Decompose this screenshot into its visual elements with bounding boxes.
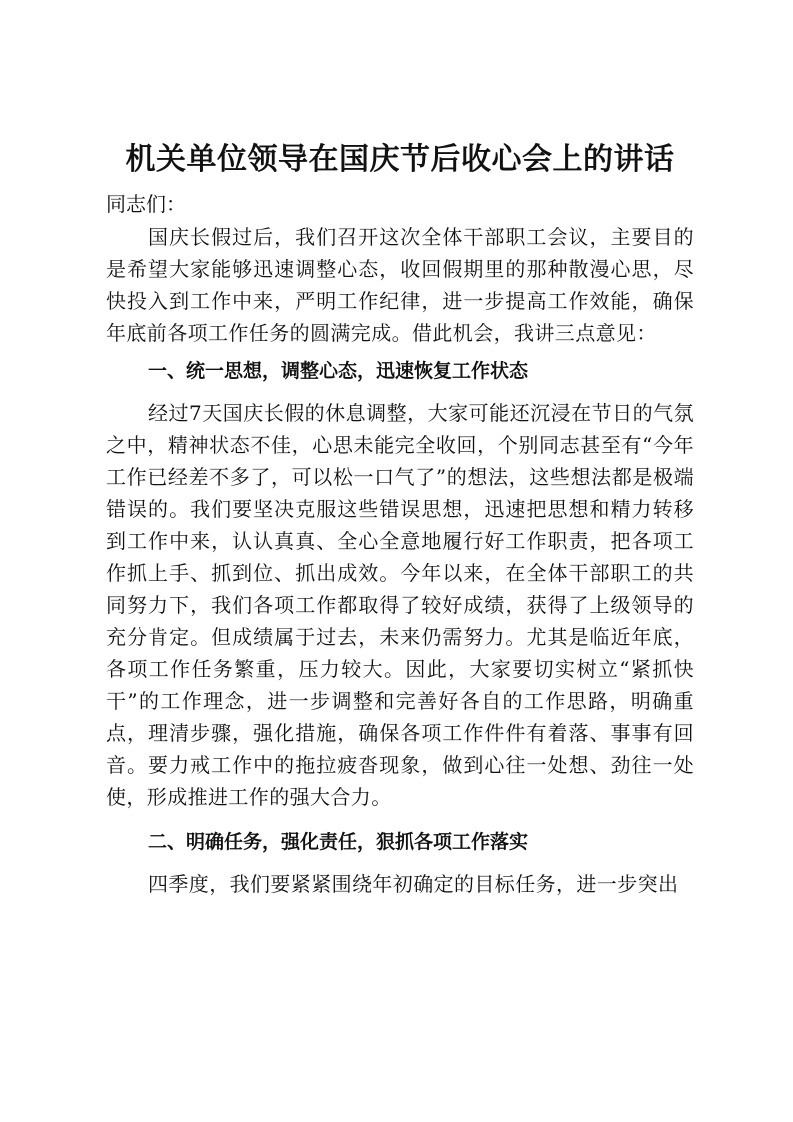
- paragraph-section-1: 经过7天国庆长假的休息调整，大家可能还沉浸在节日的气氛之中，精神状态不佳，心思未能完全收回，个别同志甚至有“今年工作已经差不多了，可以松一口气了”的想法，这些想法都是极端错误的。我们要坚决克服这些错误思想，迅速把思想和精力转移到工作中来，认认真真、全心全意地履行好工作职责，把各项工作抓上手、抓到位、抓出成效。今年以来，在全体干部职工的共同努力下，我们各项工作都取得了较好成绩，获得了上级领导的充分肯定。但成绩属于过去，未来仍需努力。尤其是临近年底，各项工作任务繁重，压力较大。因此，大家要切实树立“紧抓快干”的工作理念，进一步调整和完善好各自的工作思路，明确重点，理清步骤，强化措施，确保各项工作件件有着落、事事有回音。要力戒工作中的拖拉疲沓现象，做到心往一处想、劲往一处使，形成推进工作的强大合力。: [106, 401, 694, 809]
- section-heading-1: 一、统一思想，调整心态，迅速恢复工作状态: [148, 360, 529, 382]
- section-heading-2: 二、明确任务，强化责任，狠抓各项工作落实: [148, 831, 529, 853]
- paragraph-section-2: 四季度，我们要紧紧围绕年初确定的目标任务，进一步突出: [148, 872, 679, 896]
- document-title: 机关单位领导在国庆节后收心会上的讲话: [125, 142, 675, 177]
- paragraph-intro: 国庆长假过后，我们召开这次全体干部职工会议，主要目的是希望大家能够迅速调整心态，收回假期里的那种散漫心思，尽快投入到工作中来，严明工作纪律，进一步提高工作效能，确保年底前各项工作任务的圆满完成。借此机会，我讲三点意见：: [106, 225, 694, 345]
- document-page: [106, 140, 694, 900]
- salutation: 同志们：: [106, 192, 186, 216]
- spacer: [106, 813, 694, 820]
